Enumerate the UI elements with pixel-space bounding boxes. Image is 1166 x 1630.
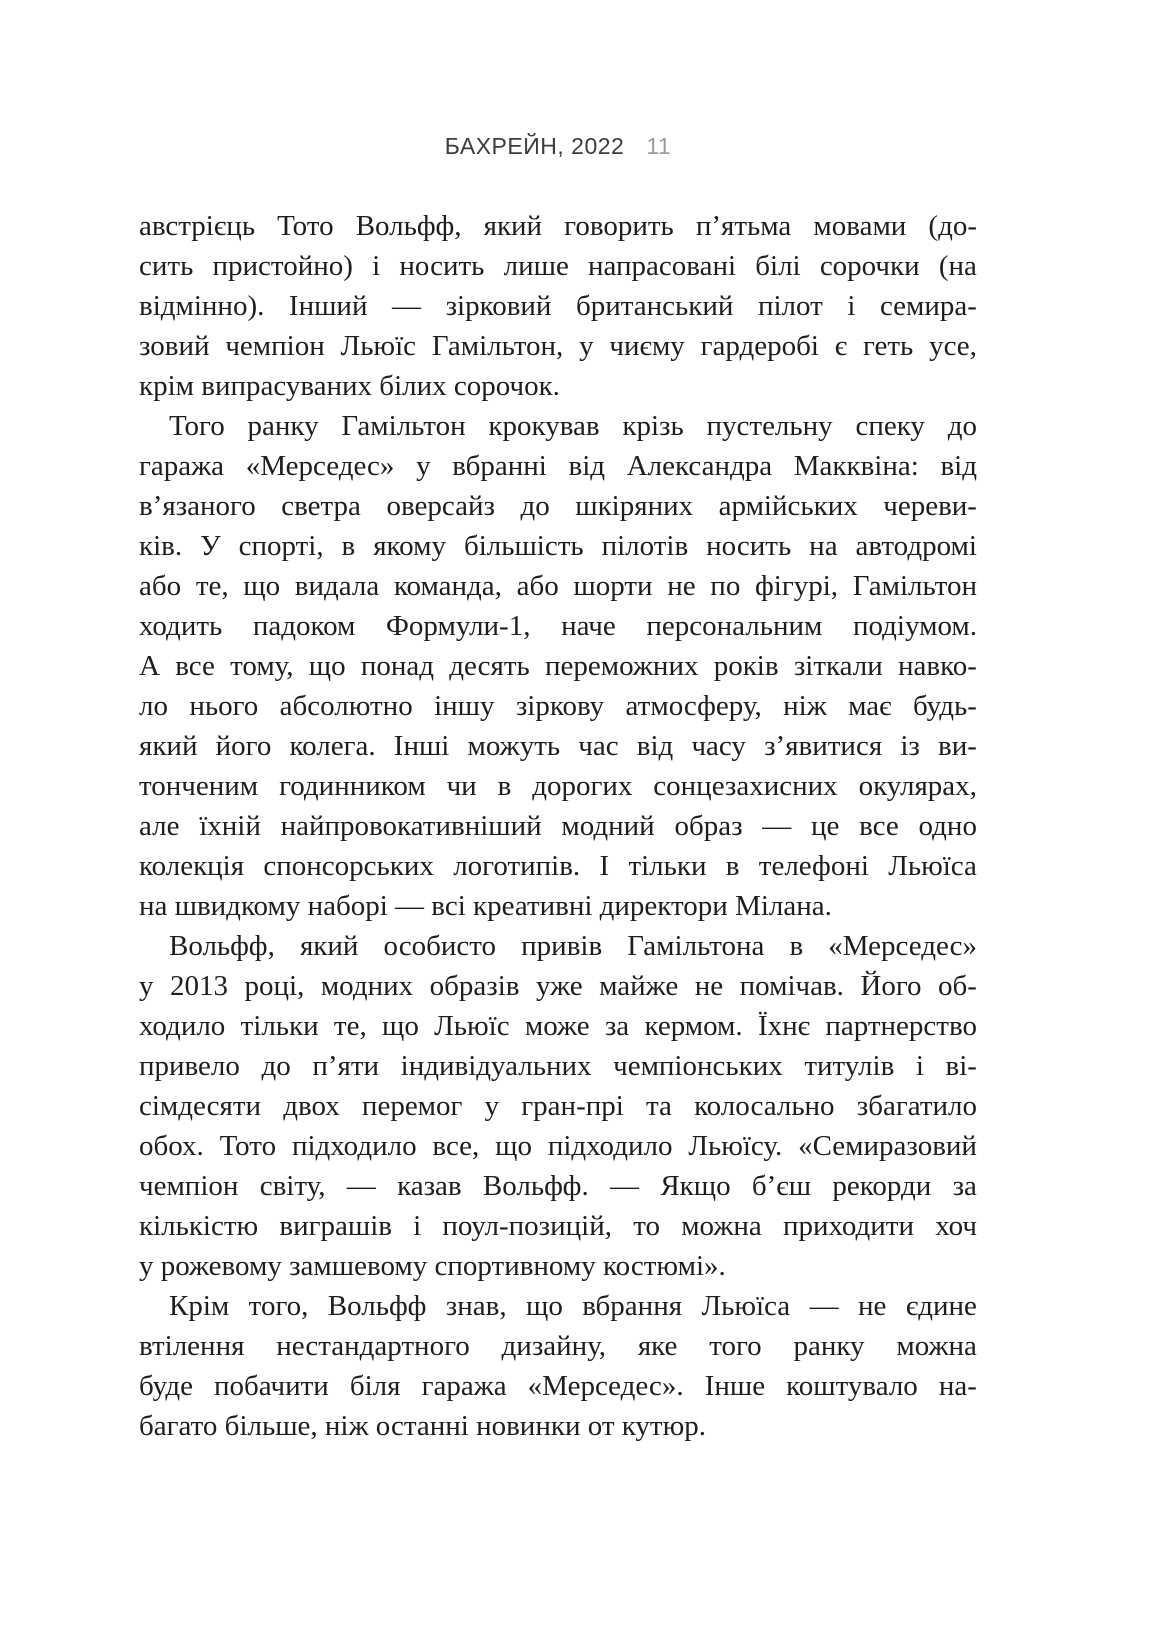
text-line: у рожевому замшевому спортивному костюмі». bbox=[139, 1250, 726, 1282]
paragraph bbox=[139, 206, 977, 406]
text-line: багато більше, ніж останні новинки от кутюр. bbox=[139, 1410, 707, 1442]
text-line: або те, що видала команда, або шорти не по фігурі, Гамільтон bbox=[139, 570, 977, 602]
text-line: втілення нестандартного дизайну, яке того ранку можна bbox=[139, 1330, 977, 1362]
text-line: чемпіон світу, — казав Вольфф. — Якщо б’єш рекорди за bbox=[139, 1170, 977, 1202]
text-line: Крім того, Вольфф знав, що вбрання Льюїса — не єдине bbox=[169, 1290, 977, 1322]
text-line: на швидкому наборі — всі креативні директори Мілана. bbox=[139, 890, 832, 922]
text-line: ходило тільки те, що Льюїс може за кермом. Їхнє партнерство bbox=[139, 1010, 977, 1042]
text-line: сить пристойно) і носить лише напрасовані білі сорочки (на bbox=[139, 250, 977, 282]
paragraph bbox=[139, 406, 977, 926]
text-line: але їхній найпровокативніший модний образ — це все одно bbox=[139, 810, 977, 842]
page-number: 11 bbox=[646, 133, 672, 159]
text-line: сімдесяти двох перемог у гран-прі та колосально збагатило bbox=[139, 1090, 977, 1122]
text-line: в’язаного светра оверсайз до шкіряних армійських череви- bbox=[139, 490, 977, 522]
text-line: який його колега. Інші можуть час від часу з’явитися із ви- bbox=[139, 730, 977, 762]
text-line: гаража «Мерседес» у вбранні від Александра Макквіна: від bbox=[139, 450, 977, 482]
text-line: ходить падоком Формули-1, наче персональним подіумом. bbox=[139, 610, 977, 642]
text-line: зовий чемпіон Льюїс Гамільтон, у чиєму гардеробі є геть усе, bbox=[139, 330, 977, 362]
text-line: у 2013 році, модних образів уже майже не помічав. Його об- bbox=[139, 970, 977, 1002]
chapter-title: БАХРЕЙН, 2022 bbox=[444, 133, 625, 159]
paragraph bbox=[139, 1286, 977, 1446]
text-line: відмінно). Інший — зірковий британський пілот і семира- bbox=[139, 290, 977, 322]
text-line: обох. Тото підходило все, що підходило Льюїсу. «Семиразовий bbox=[139, 1130, 977, 1162]
text-line: буде побачити біля гаража «Мерседес». Інше коштувало на- bbox=[139, 1370, 977, 1402]
text-line: колекція спонсорських логотипів. І тільки в телефоні Льюїса bbox=[139, 850, 977, 882]
running-header bbox=[139, 133, 977, 160]
paragraph bbox=[139, 926, 977, 1286]
text-line: австрієць Тото Вольфф, який говорить п’ятьма мовами (до- bbox=[139, 210, 977, 242]
text-line: тонченим годинником чи в дорогих сонцезахисних окулярах, bbox=[139, 770, 977, 802]
text-line: А все тому, що понад десять переможних років зіткали навко- bbox=[139, 650, 977, 682]
text-line: привело до п’яти індивідуальних чемпіонських титулів і ві- bbox=[139, 1050, 977, 1082]
text-line: Того ранку Гамільтон крокував крізь пустельну спеку до bbox=[169, 410, 977, 442]
text-line: ків. У спорті, в якому більшість пілотів носить на автодромі bbox=[139, 530, 977, 562]
text-line: ло нього абсолютно іншу зіркову атмосферу, ніж має будь- bbox=[139, 690, 977, 722]
text-line: Вольфф, який особисто привів Гамільтона в «Мерседес» bbox=[169, 930, 977, 962]
text-line: кількістю виграшів і поул-позицій, то можна приходити хоч bbox=[139, 1210, 977, 1242]
body-text bbox=[139, 206, 977, 1446]
text-line: крім випрасуваних білих сорочок. bbox=[139, 370, 560, 402]
